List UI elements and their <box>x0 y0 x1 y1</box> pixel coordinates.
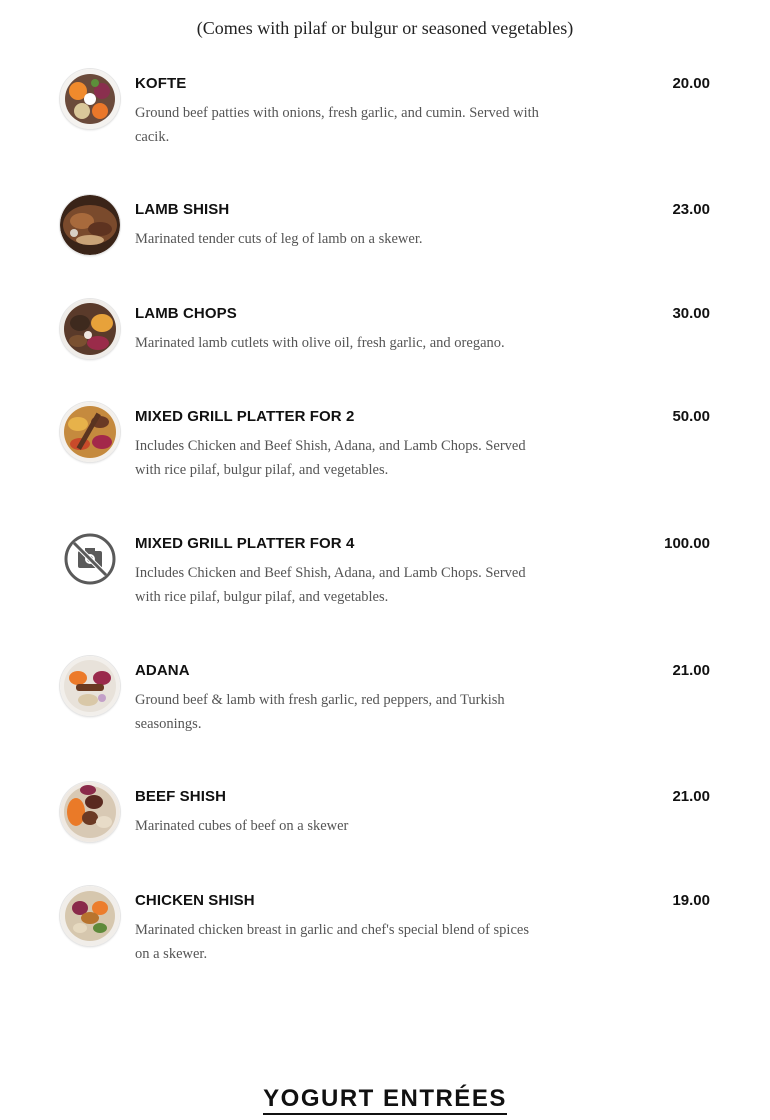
adana-photo[interactable] <box>60 656 120 716</box>
mixed-grill-2-photo[interactable] <box>60 402 120 462</box>
item-description: Marinated chicken breast in garlic and chef's special blend of spices on a skewer. <box>135 922 529 962</box>
item-description: Includes Chicken and Beef Shish, Adana, and Lamb Chops. Served with rice pilaf, bulgur pilaf, and vegetables. <box>135 565 526 605</box>
item-price: 21.00 <box>672 788 710 805</box>
item-description: Marinated tender cuts of leg of lamb on a skewer. <box>135 231 423 247</box>
lamb-shish-photo[interactable] <box>60 195 120 255</box>
item-description: Marinated lamb cutlets with olive oil, fresh garlic, and oregano. <box>135 335 505 351</box>
section-heading-yogurt-entrees <box>0 1085 770 1113</box>
item-price: 21.00 <box>672 662 710 679</box>
item-name: KOFTE <box>135 75 187 92</box>
chicken-shish-photo[interactable] <box>60 886 120 946</box>
item-name: BEEF SHISH <box>135 788 227 805</box>
item-name: LAMB CHOPS <box>135 305 237 322</box>
item-name: CHICKEN SHISH <box>135 892 255 909</box>
item-description: Ground beef patties with onions, fresh garlic, and cumin. Served with cacik. <box>135 105 539 145</box>
no-photo-icon <box>60 529 120 589</box>
beef-shish-photo[interactable] <box>60 782 120 842</box>
item-description: Includes Chicken and Beef Shish, Adana, and Lamb Chops. Served with rice pilaf, bulgur pilaf, and vegetables. <box>135 438 526 478</box>
kofte-photo[interactable] <box>60 69 120 129</box>
item-name: ADANA <box>135 662 190 679</box>
item-price: 30.00 <box>672 305 710 322</box>
item-description: Marinated cubes of beef on a skewer <box>135 818 349 834</box>
item-name: MIXED GRILL PLATTER FOR 2 <box>135 408 355 425</box>
item-name: LAMB SHISH <box>135 201 230 218</box>
lamb-chops-photo[interactable] <box>60 299 120 359</box>
section-title: YOGURT ENTRÉES <box>263 1085 507 1115</box>
item-price: 100.00 <box>664 535 710 552</box>
item-price: 23.00 <box>672 201 710 218</box>
item-price: 19.00 <box>672 892 710 909</box>
item-price: 50.00 <box>672 408 710 425</box>
item-price: 20.00 <box>672 75 710 92</box>
item-name: MIXED GRILL PLATTER FOR 4 <box>135 535 355 552</box>
item-description: Ground beef & lamb with fresh garlic, red peppers, and Turkish seasonings. <box>135 692 505 732</box>
menu-note: (Comes with pilaf or bulgur or seasoned vegetables) <box>196 18 574 38</box>
